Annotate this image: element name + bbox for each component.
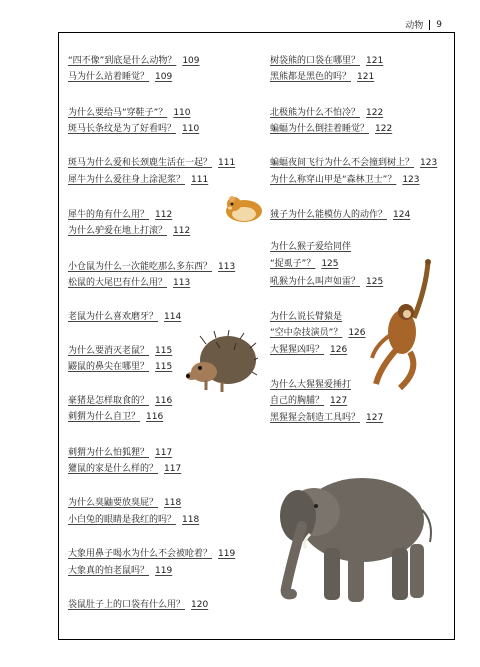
toc-entry-page: 118 bbox=[164, 498, 182, 508]
toc-entry-title: 鼹鼠的鼻尖在哪里？ bbox=[68, 362, 150, 372]
toc-entry-title: 犀牛的角有什么用？ bbox=[68, 210, 150, 220]
toc-entry[interactable] bbox=[68, 498, 181, 509]
toc-entry-title: 蝙蝠夜间飞行为什么不会撞到树上？ bbox=[270, 158, 415, 168]
toc-entry-page: 110 bbox=[173, 108, 191, 118]
toc-entry-page: 111 bbox=[218, 158, 236, 168]
toc-entry-title: 自己的胸脯？ bbox=[270, 396, 325, 406]
toc-entry[interactable] bbox=[270, 210, 410, 221]
toc-entry-page: 109 bbox=[182, 56, 200, 66]
toc-entry[interactable] bbox=[68, 210, 172, 221]
toc-entry[interactable] bbox=[68, 108, 191, 119]
toc-entry-title: 吼猴为什么叫声如雷？ bbox=[270, 277, 361, 287]
toc-entry[interactable] bbox=[68, 362, 172, 373]
toc-entry-title: 獾鼠的家是什么样的？ bbox=[68, 464, 159, 474]
toc-entry-page: 112 bbox=[173, 226, 191, 236]
toc-entry[interactable] bbox=[270, 345, 347, 356]
toc-entry[interactable] bbox=[270, 175, 420, 186]
toc-entry-page: 116 bbox=[146, 412, 164, 422]
toc-entry[interactable] bbox=[68, 464, 181, 475]
toc-entry-title: 斑马为什么爱和长颈鹿生活在一起？ bbox=[68, 158, 213, 168]
toc-entry-page: 112 bbox=[155, 210, 173, 220]
toc-entry-title: 小仓鼠为什么一次能吃那么多东西？ bbox=[68, 262, 213, 272]
toc-entry-page: 118 bbox=[182, 515, 200, 525]
toc-entry[interactable] bbox=[270, 259, 339, 270]
toc-entry[interactable] bbox=[68, 515, 199, 526]
elephant-image bbox=[262, 460, 442, 612]
toc-entry-title: 豪猪是怎样取食的？ bbox=[68, 396, 150, 406]
toc-entry[interactable] bbox=[270, 158, 437, 169]
toc-entry-title: 刺猬为什么自卫？ bbox=[68, 412, 141, 422]
toc-entry[interactable] bbox=[68, 226, 190, 237]
toc-entry-title: “空中杂技演员”？ bbox=[270, 328, 343, 338]
toc-entry-page: 121 bbox=[366, 56, 384, 66]
toc-entry-page: 114 bbox=[164, 312, 182, 322]
toc-entry[interactable] bbox=[68, 262, 235, 273]
toc-entry-title: 狨子为什么能模仿人的动作？ bbox=[270, 210, 388, 220]
toc-entry[interactable] bbox=[270, 277, 383, 288]
toc-entry-page: 113 bbox=[173, 278, 191, 288]
toc-entry[interactable] bbox=[68, 346, 172, 357]
toc-entry[interactable] bbox=[68, 412, 163, 423]
header-divider bbox=[429, 20, 430, 30]
toc-entry-page: 127 bbox=[366, 413, 384, 423]
toc-entry[interactable] bbox=[270, 413, 383, 424]
toc-entry-page: 122 bbox=[375, 124, 393, 134]
toc-entry-page: 110 bbox=[182, 124, 200, 134]
toc-entry-page: 124 bbox=[393, 210, 411, 220]
toc-entry-title: 为什么臭鼬要放臭屁？ bbox=[68, 498, 159, 508]
toc-entry-title: 黑猩猩会制造工具吗？ bbox=[270, 413, 361, 423]
toc-entry[interactable] bbox=[270, 108, 383, 119]
toc-entry-page: 113 bbox=[218, 262, 236, 272]
toc-entry[interactable] bbox=[68, 158, 235, 169]
toc-entry[interactable] bbox=[270, 56, 383, 67]
toc-entry-page: 120 bbox=[191, 600, 209, 610]
toc-entry-title: 大象用鼻子喝水为什么不会被呛着？ bbox=[68, 549, 213, 559]
toc-entry[interactable] bbox=[68, 124, 199, 135]
page-number: 9 bbox=[436, 19, 442, 30]
toc-entry-title: “四不像”到底是什么动物？ bbox=[68, 56, 177, 66]
toc-entry-page: 117 bbox=[164, 464, 182, 474]
toc-entry-page: 115 bbox=[155, 362, 173, 372]
toc-entry-title: 为什么要消灭老鼠？ bbox=[68, 346, 150, 356]
toc-entry-title: 袋鼠肚子上的口袋有什么用？ bbox=[68, 600, 186, 610]
toc-entry-title: 斑马长条纹是为了好看吗？ bbox=[68, 124, 177, 134]
toc-entry-page: 123 bbox=[402, 175, 420, 185]
toc-entry-title: 为什么猴子爱给同伴 bbox=[270, 242, 352, 252]
toc-entry-title: 为什么要给马“穿鞋子”？ bbox=[68, 108, 168, 118]
gibbon-image bbox=[370, 258, 440, 398]
toc-entry-page: 119 bbox=[155, 566, 173, 576]
toc-entry-title: 为什么大猩猩爱捶打 bbox=[270, 380, 352, 390]
page-header bbox=[405, 18, 442, 31]
toc-entry-page: 126 bbox=[330, 345, 348, 355]
toc-entry-page: 111 bbox=[191, 175, 209, 185]
toc-entry-title: 为什么驴爱在地上打滚？ bbox=[68, 226, 168, 236]
toc-entry[interactable] bbox=[270, 124, 392, 135]
toc-entry-page: 117 bbox=[155, 448, 173, 458]
toc-entry-page: 125 bbox=[321, 259, 339, 269]
section-title: 动物 bbox=[405, 21, 424, 31]
toc-entry-title: 马为什么站着睡觉？ bbox=[68, 72, 150, 82]
toc-entry-title: 犀牛为什么爱往身上涂泥浆？ bbox=[68, 175, 186, 185]
toc-entry[interactable] bbox=[68, 566, 172, 577]
toc-entry[interactable] bbox=[68, 175, 208, 186]
toc-entry-page: 125 bbox=[366, 277, 384, 287]
toc-entry-title: 树袋熊的口袋在哪里？ bbox=[270, 56, 361, 66]
toc-entry[interactable] bbox=[270, 396, 347, 407]
toc-entry-page: 121 bbox=[357, 72, 375, 82]
toc-entry-page: 123 bbox=[420, 158, 438, 168]
toc-entry-page: 122 bbox=[366, 108, 384, 118]
toc-entry-title: 黑熊都是黑色的吗？ bbox=[270, 72, 352, 82]
toc-entry[interactable] bbox=[270, 242, 357, 253]
hamster-image bbox=[222, 190, 268, 224]
toc-entry-page: 127 bbox=[330, 396, 348, 406]
toc-entry-title: 北极熊为什么不怕冷？ bbox=[270, 108, 361, 118]
toc-entry-title: 蝙蝠为什么倒挂着睡觉？ bbox=[270, 124, 370, 134]
toc-entry-title: 小白兔的眼睛是我红的吗？ bbox=[68, 515, 177, 525]
toc-entry[interactable] bbox=[68, 56, 200, 67]
toc-entry-title: 大象真的怕老鼠吗？ bbox=[68, 566, 150, 576]
toc-entry[interactable] bbox=[270, 380, 357, 391]
toc-entry[interactable] bbox=[68, 600, 208, 611]
toc-entry-page: 109 bbox=[155, 72, 173, 82]
toc-entry-title: 松鼠的大尾巴有什么用？ bbox=[68, 278, 168, 288]
toc-entry-page: 115 bbox=[155, 346, 173, 356]
toc-entry-title: 刺猬为什么怕狐狸？ bbox=[68, 448, 150, 458]
toc-entry[interactable] bbox=[270, 312, 348, 323]
toc-entry-title: 为什么称穿山甲是“森林卫士”？ bbox=[270, 175, 397, 185]
toc-entry[interactable] bbox=[270, 328, 366, 339]
toc-entry-page: 119 bbox=[218, 549, 236, 559]
toc-entry-title: “捉虱子”？ bbox=[270, 259, 316, 269]
toc-entry-title: 老鼠为什么喜欢磨牙？ bbox=[68, 312, 159, 322]
toc-entry[interactable] bbox=[68, 72, 172, 83]
toc-entry[interactable] bbox=[68, 396, 172, 407]
hedgehog-image bbox=[186, 330, 258, 396]
toc-entry[interactable] bbox=[68, 278, 190, 289]
toc-entry-title: 为什么说长臂猿是 bbox=[270, 312, 343, 322]
toc-entry[interactable] bbox=[68, 312, 181, 323]
toc-entry[interactable] bbox=[270, 72, 374, 83]
toc-entry-page: 116 bbox=[155, 396, 173, 406]
toc-entry[interactable] bbox=[68, 549, 235, 560]
toc-entry[interactable] bbox=[68, 448, 172, 459]
toc-entry-page: 126 bbox=[348, 328, 366, 338]
toc-entry-title: 大猩猩凶吗？ bbox=[270, 345, 325, 355]
